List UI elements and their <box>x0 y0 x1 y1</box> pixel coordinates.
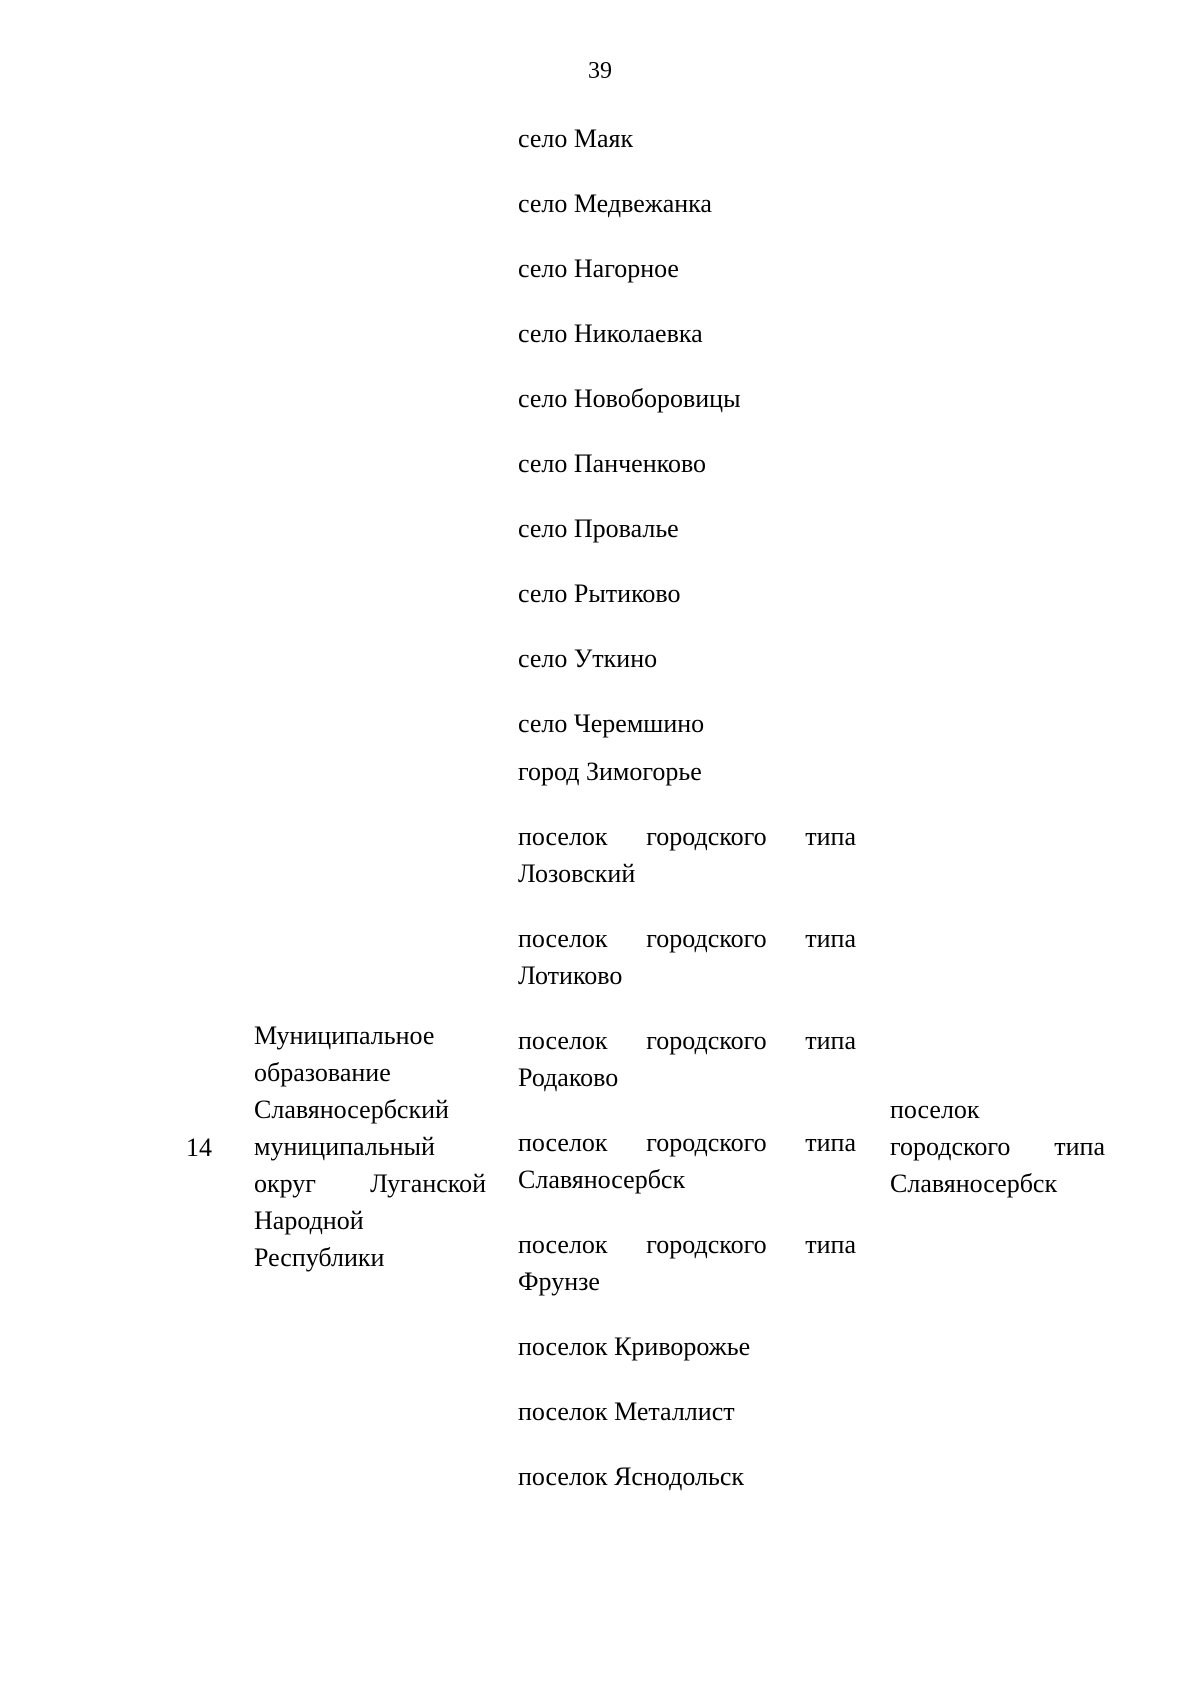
municipality-line: Республики <box>254 1243 385 1272</box>
center-line: городского типа <box>890 1132 1105 1161</box>
center-line: Славяносербск <box>890 1169 1058 1198</box>
settlement-item: село Провалье <box>518 514 679 543</box>
municipality-line: Народной <box>254 1206 364 1235</box>
row-number: 14 <box>186 1133 212 1162</box>
settlement-item: поселок городского типа Славяносербск <box>518 1128 856 1194</box>
administrative-center <box>890 1091 1105 1202</box>
municipality-line: округ Луганской <box>254 1169 486 1198</box>
settlement-item: село Панченково <box>518 449 707 478</box>
settlement-item: поселок городского типа Фрунзе <box>518 1230 856 1296</box>
settlement-item: село Маяк <box>518 124 634 153</box>
center-line: поселок <box>890 1095 980 1124</box>
settlement-item: село Новоборовицы <box>518 384 741 413</box>
municipality-name <box>254 1017 486 1276</box>
municipality-line: образование <box>254 1058 391 1087</box>
settlement-item: село Рытиково <box>518 579 681 608</box>
settlement-item: село Николаевка <box>518 319 703 348</box>
settlement-item: поселок городского типа Лозовский <box>518 822 856 888</box>
settlement-item: поселок городского типа Лотиково <box>518 924 856 990</box>
municipality-line: муниципальный <box>254 1132 435 1161</box>
settlement-item: поселок Криворожье <box>518 1332 751 1361</box>
page-number: 39 <box>588 58 612 84</box>
settlement-item: село Черемшино <box>518 709 705 738</box>
settlement-item: город Зимогорье <box>518 757 702 786</box>
settlement-item: поселок городского типа Родаково <box>518 1026 856 1092</box>
settlement-item: поселок Яснодольск <box>518 1462 745 1491</box>
settlement-item: село Нагорное <box>518 254 679 283</box>
settlement-item: село Медвежанка <box>518 189 712 218</box>
municipality-line: Муниципальное <box>254 1021 435 1050</box>
municipality-line: Славяносербский <box>254 1095 449 1124</box>
settlement-item: село Уткино <box>518 644 658 673</box>
settlement-item: поселок Металлист <box>518 1397 735 1426</box>
